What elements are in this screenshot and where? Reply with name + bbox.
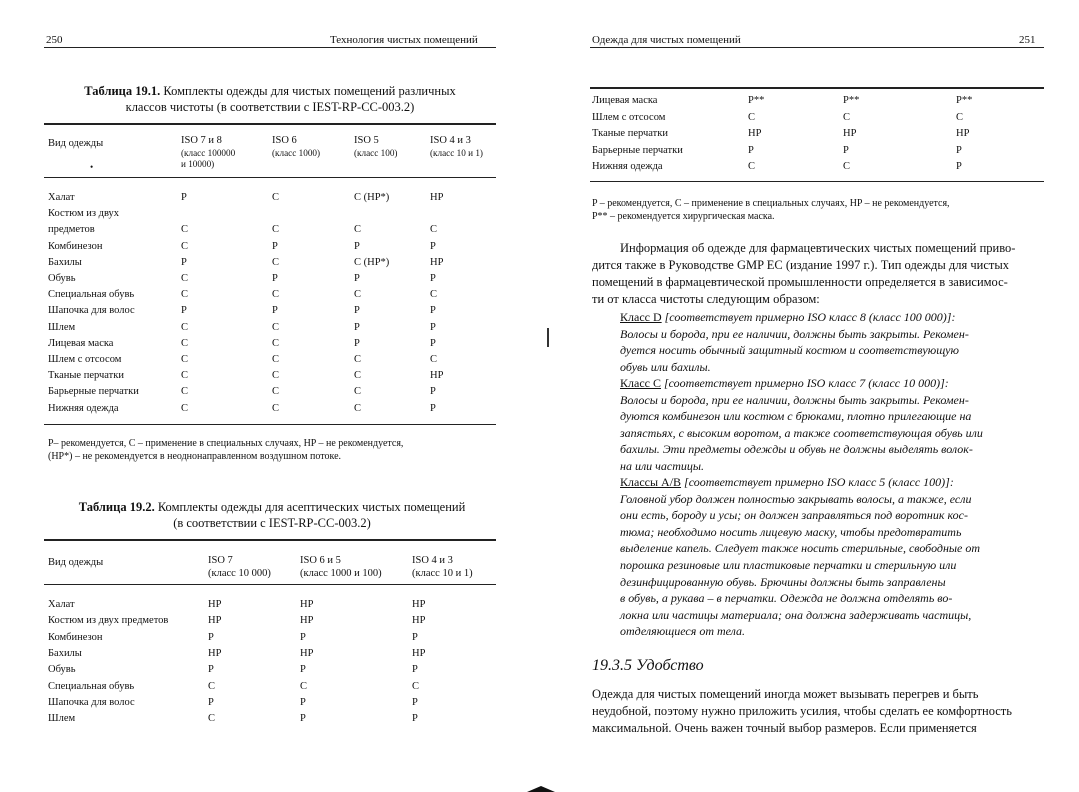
- table1-row-value-cell: C: [430, 354, 438, 365]
- table2-header-garment: Вид одежды: [48, 557, 104, 568]
- table1-row-value-cell: C: [181, 273, 189, 284]
- table1-row-value-cell: C (HP*): [354, 192, 390, 203]
- class-ab-line: тюма; необходимо носить лицевую маску, чтобы предотвратить: [620, 524, 962, 539]
- table2-header-rule: [44, 584, 496, 585]
- class-c-line: Волосы и борода, при ее наличии, должны быть закрыты. Рекомен-: [620, 392, 969, 407]
- table1-row-garment-cell: Костюм из двух: [48, 208, 120, 220]
- table1-row-value-cell: C: [430, 289, 438, 301]
- class-d-line: [соответствует примерно ISO класс 8 (класс 100 000)]:: [661, 310, 956, 324]
- table1-header-iso6: ISO 6: [272, 135, 297, 146]
- table1-top-rule: [44, 123, 496, 125]
- table1-row-value-cell: C: [430, 224, 438, 236]
- table1-row-value-cell: C: [354, 289, 362, 301]
- table-cont-row-value-cell: C: [843, 161, 851, 173]
- table1-row-value-cell: C: [272, 354, 280, 365]
- table2-row-value-cell: C: [208, 713, 216, 725]
- table1-row-value-cell: P: [272, 273, 278, 284]
- table-cont-row-value-cell: P: [956, 144, 962, 156]
- table1-row-value-cell: C: [354, 354, 362, 365]
- table2-header-iso65-class: (класс 1000 и 100): [300, 568, 382, 579]
- table1-header-iso78-class2: и 10000): [181, 159, 215, 169]
- class-c-line: [соответствует примерно ISO класс 7 (класс 10 000)]:: [660, 376, 949, 390]
- closing-line: максимальной. Очень важен точный выбор размеров. Если применяется: [592, 721, 977, 735]
- left-header-rule: [44, 47, 496, 48]
- table2-row-value-cell: P: [208, 631, 214, 643]
- class-d-line: дуется носить обычный защитный костюм и соответствующую: [620, 343, 959, 358]
- table-cont-note-line1: P – рекомендуется, C – применение в специальных случаях, HP – не рекомендуется,: [592, 198, 950, 209]
- table2-row-value-cell: P: [300, 713, 306, 725]
- table1-row-garment-cell: Шлем с отсосом: [48, 354, 122, 365]
- closing-line: неудобной, поэтому нужно приложить усилия, чтобы сделать ее комфортность: [592, 704, 1012, 718]
- table2-row-garment-cell: Бахилы: [48, 647, 82, 659]
- table1-row-value-cell: P: [272, 240, 278, 252]
- table2-row-value-cell: HP: [300, 615, 314, 627]
- table2-row-value-cell: P: [208, 696, 214, 708]
- intro-paragraph: [592, 240, 1044, 308]
- table1-row-garment-cell: Халат: [48, 192, 75, 203]
- class-c-line: дуются комбинезон или костюм с брюками, плотно прилегающие на: [620, 409, 972, 424]
- right-page-number: 251: [1019, 34, 1036, 46]
- table1-row-value-cell: P: [354, 305, 360, 317]
- table-cont-row-value-cell: HP: [748, 128, 762, 140]
- table-cont-row-value-cell: HP: [843, 128, 857, 140]
- table-cont-row-value-cell: C: [748, 161, 756, 173]
- table2-row-value-cell: P: [412, 664, 418, 676]
- table1-row-value-cell: C: [354, 402, 362, 414]
- table2-row-value-cell: HP: [412, 647, 426, 659]
- table-cont-row-garment-cell: Лицевая маска: [592, 95, 658, 106]
- left-page-number: 250: [46, 34, 63, 46]
- class-ab-line: порошка резиновые или пластиковые перчатки и стерильную или: [620, 557, 957, 572]
- table1-row-value-cell: C: [181, 337, 189, 349]
- table-cont-row-value-cell: C: [843, 111, 851, 123]
- table2-row-value-cell: HP: [208, 599, 222, 610]
- table1-row-value-cell: C: [272, 192, 280, 203]
- table1-row-value-cell: C: [272, 321, 280, 333]
- table2-row-value-cell: P: [412, 696, 418, 708]
- table-cont-top-rule: [590, 87, 1044, 89]
- table2-header-iso7: ISO 7: [208, 555, 233, 566]
- class-ab-line: они есть, бороду и усы; он должен заправляться под воротник кос-: [620, 508, 968, 523]
- table1-row-value-cell: C: [181, 224, 189, 236]
- table2-row-value-cell: HP: [300, 647, 314, 659]
- table2-header-iso43: ISO 4 и 3: [412, 555, 453, 566]
- intro-line: дится также в Руководстве GMP EC (издание 1997 г.). Тип одежды для чистых: [592, 258, 1009, 272]
- table1-row-garment-cell: Барьерные перчатки: [48, 386, 139, 398]
- table1-row-value-cell: P: [354, 321, 360, 333]
- table1-row-value-cell: P: [430, 337, 436, 349]
- table2-row-value-cell: HP: [208, 615, 222, 627]
- table2-top-rule: [44, 539, 496, 541]
- table2-row-garment-cell: Халат: [48, 599, 75, 610]
- table2-row-value-cell: HP: [300, 599, 314, 610]
- class-ab-block: [620, 474, 1044, 640]
- table-cont-row-value-cell: P**: [956, 95, 973, 106]
- table1-row-garment-cell: Лицевая маска: [48, 337, 114, 349]
- table1-row-value-cell: P: [181, 192, 187, 203]
- class-c-line: запястьях, с высоким воротом, а также соответствующая обувь или: [620, 425, 983, 440]
- table2-row-garment-cell: Шапочка для волос: [48, 696, 135, 708]
- class-ab-label: Классы A/B: [620, 475, 682, 489]
- table1-row-value-cell: P: [430, 305, 436, 317]
- table2-title-line1: Комплекты одежды для асептических чистых помещений: [154, 500, 466, 514]
- table1-header-iso78: ISO 7 и 8: [181, 135, 222, 146]
- table-cont-row-garment-cell: Тканые перчатки: [592, 128, 668, 140]
- class-ab-line: Головной убор должен полностью закрывать волосы, а также, если: [620, 491, 972, 506]
- table1-header-iso6-class: (класс 1000): [272, 148, 321, 158]
- table-cont-row-value-cell: P**: [748, 95, 765, 106]
- class-c-block: [620, 375, 1044, 475]
- table1-row-value-cell: C: [354, 224, 362, 236]
- table2-header-iso65: ISO 6 и 5: [300, 555, 341, 566]
- table1-row-value-cell: P: [430, 402, 436, 414]
- closing-line: Одежда для чистых помещений иногда может вызывать перегрев и быть: [592, 687, 979, 701]
- table1-row-value-cell: P: [181, 305, 187, 317]
- table1-row-value-cell: C: [181, 370, 189, 382]
- table2-row-garment-cell: Комбинезон: [48, 631, 103, 643]
- class-ab-line: дезинфицированную обувь. Брючины должны быть заправлены: [620, 574, 946, 589]
- table1-header-iso5-class: (класс 100): [354, 148, 398, 158]
- table1-note-line2: (HP*) – не рекомендуется в неоднонаправленном воздушном потоке.: [48, 451, 342, 462]
- table-cont-row-value-cell: P: [843, 144, 849, 156]
- table1-row-value-cell: C: [181, 289, 189, 301]
- table1-title-number: Таблица 19.1.: [84, 84, 161, 98]
- table1-header-iso5: ISO 5: [354, 135, 379, 146]
- table2-row-garment-cell: Обувь: [48, 664, 76, 676]
- intro-line: помещений в фармацевтической промышленности определяется в зависимос-: [592, 275, 1008, 289]
- table2-row-value-cell: P: [412, 631, 418, 643]
- table1-row-garment-cell: Тканые перчатки: [48, 370, 124, 382]
- class-d-label: Класс D: [620, 310, 662, 324]
- class-ab-line: [соответствует примерно ISO класс 5 (класс 100)]:: [681, 475, 954, 489]
- table2-row-value-cell: HP: [208, 647, 222, 659]
- class-c-line: на или частицы.: [620, 458, 705, 473]
- table1-row-garment-cell: Обувь: [48, 273, 76, 284]
- table1-row-value-cell: C: [272, 370, 280, 382]
- table1-row-garment-cell: Комбинезон: [48, 240, 103, 252]
- table2-row-value-cell: P: [300, 664, 306, 676]
- table1-row-value-cell: C: [354, 370, 362, 382]
- class-d-line: обувь или бахилы.: [620, 359, 711, 374]
- class-ab-line: отделяющиеся от тела.: [620, 624, 746, 639]
- right-header-rule: [590, 47, 1044, 48]
- table1-title: [60, 83, 480, 115]
- table-cont-row-value-cell: P**: [843, 95, 860, 106]
- table1-row-value-cell: C: [272, 289, 280, 301]
- table2-header-iso43-class: (класс 10 и 1): [412, 568, 473, 579]
- table2-row-garment-cell: Шлем: [48, 713, 76, 725]
- table-cont-row-garment-cell: Барьерные перчатки: [592, 144, 683, 156]
- table1-row-value-cell: C: [272, 337, 280, 349]
- class-ab-line: локна или частицы материала; она должна задерживать частицы,: [620, 607, 972, 622]
- table1-header-iso78-class: (класс 100000: [181, 148, 236, 158]
- table1-stray-mark: •: [90, 162, 94, 172]
- table1-row-value-cell: P: [430, 321, 436, 333]
- table1-row-value-cell: P: [354, 240, 360, 252]
- table1-row-value-cell: C: [181, 354, 189, 365]
- table2-row-value-cell: P: [300, 631, 306, 643]
- table2-row-value-cell: C: [300, 680, 308, 692]
- table1-row-value-cell: C: [272, 224, 280, 236]
- table1-row-value-cell: P: [354, 273, 360, 284]
- scan-artifact-mark: [527, 786, 555, 792]
- table1-row-value-cell: P: [430, 386, 436, 398]
- table2-row-garment-cell: Специальная обувь: [48, 680, 135, 692]
- intro-line: Информация об одежде для фармацевтических чистых помещений приво-: [620, 241, 1016, 255]
- table1-note: [48, 437, 498, 463]
- table1-row-value-cell: C: [354, 386, 362, 398]
- table1-row-garment-cell: Шапочка для волос: [48, 305, 135, 317]
- table-cont-row-value-cell: C: [956, 111, 964, 123]
- left-running-head: Технология чистых помещений: [330, 34, 478, 46]
- table1-note-line1: P– рекомендуется, C – применение в специальных случаях, HP – не рекомендуется,: [48, 438, 404, 449]
- table2-row-value-cell: C: [412, 680, 420, 692]
- table2-row-value-cell: P: [208, 664, 214, 676]
- table2-title: [54, 499, 490, 531]
- table2-header-iso7-class: (класс 10 000): [208, 568, 271, 579]
- closing-paragraph: [592, 686, 1044, 737]
- class-c-label: Класс C: [620, 376, 661, 390]
- table2-row-value-cell: C: [208, 680, 216, 692]
- table-cont-note: [592, 197, 1044, 223]
- table1-row-garment-cell: предметов: [48, 224, 95, 236]
- table2-row-value-cell: HP: [412, 615, 426, 627]
- table1-header-iso43-class: (класс 10 и 1): [430, 148, 483, 158]
- page-spine-mark: [547, 328, 549, 347]
- table1-row-value-cell: C: [181, 240, 189, 252]
- table-cont-row-value-cell: C: [748, 111, 756, 123]
- right-running-head: Одежда для чистых помещений: [592, 34, 741, 46]
- table-cont-row-garment-cell: Нижняя одежда: [592, 161, 663, 173]
- table1-row-value-cell: P: [430, 240, 436, 252]
- table1-row-value-cell: HP: [430, 256, 444, 268]
- table1-bottom-rule: [44, 424, 496, 425]
- table1-row-value-cell: P: [272, 305, 278, 317]
- section-heading: 19.3.5 Удобство: [592, 657, 704, 674]
- table1-row-garment-cell: Специальная обувь: [48, 289, 135, 301]
- table2-row-value-cell: P: [300, 696, 306, 708]
- table1-row-value-cell: HP: [430, 370, 444, 382]
- table1-row-value-cell: C: [272, 386, 280, 398]
- table-cont-bottom-rule: [590, 181, 1044, 182]
- table1-row-value-cell: P: [181, 256, 187, 268]
- class-d-line: Волосы и борода, при ее наличии, должны быть закрыты. Рекомен-: [620, 326, 969, 341]
- class-c-line: бахилы. Эти предметы одежды и обувь не должны выделять волок-: [620, 442, 973, 457]
- table1-row-value-cell: C: [181, 386, 189, 398]
- table1-header-garment: Вид одежды: [48, 138, 104, 149]
- table1-title-line2: классов чистоты (в соответствии с IEST-RP-CC-003.2): [125, 100, 415, 114]
- table-cont-row-value-cell: HP: [956, 128, 970, 140]
- table1-row-value-cell: C: [272, 256, 280, 268]
- table2-title-number: Таблица 19.2.: [78, 500, 155, 514]
- table-cont-row-garment-cell: Шлем с отсосом: [592, 111, 666, 123]
- table1-row-value-cell: HP: [430, 192, 444, 203]
- table2-row-value-cell: P: [412, 713, 418, 725]
- class-d-block: [620, 309, 1044, 375]
- table-cont-note-line2: P** – рекомендуется хирургическая маска.: [592, 211, 775, 222]
- class-ab-line: в обувь, а рукава – в перчатки. Одежда не должна отделять во-: [620, 591, 953, 606]
- table1-row-garment-cell: Нижняя одежда: [48, 402, 119, 414]
- table1-title-line1: Комплекты одежды для чистых помещений различных: [160, 84, 456, 98]
- intro-line: ти от класса чистоты следующим образом:: [592, 292, 820, 306]
- table2-row-garment-cell: Костюм из двух предметов: [48, 615, 169, 627]
- table1-row-value-cell: P: [430, 273, 436, 284]
- class-ab-line: выделение капель. Следует также носить стерильные, свободные от: [620, 541, 981, 556]
- table1-header-iso43: ISO 4 и 3: [430, 135, 471, 146]
- table-cont-row-value-cell: P: [956, 161, 962, 173]
- table2-row-value-cell: HP: [412, 599, 426, 610]
- table-cont-row-value-cell: P: [748, 144, 754, 156]
- table1-row-garment-cell: Шлем: [48, 321, 76, 333]
- table1-row-value-cell: C: [272, 402, 280, 414]
- table2-title-line2: (в соответствии с IEST-RP-CC-003.2): [173, 516, 371, 530]
- table1-row-value-cell: C: [181, 321, 189, 333]
- table1-row-value-cell: P: [354, 337, 360, 349]
- table1-row-value-cell: C (HP*): [354, 256, 390, 268]
- table1-row-garment-cell: Бахилы: [48, 256, 82, 268]
- table1-row-value-cell: C: [181, 402, 189, 414]
- table1-header-rule: [44, 177, 496, 178]
